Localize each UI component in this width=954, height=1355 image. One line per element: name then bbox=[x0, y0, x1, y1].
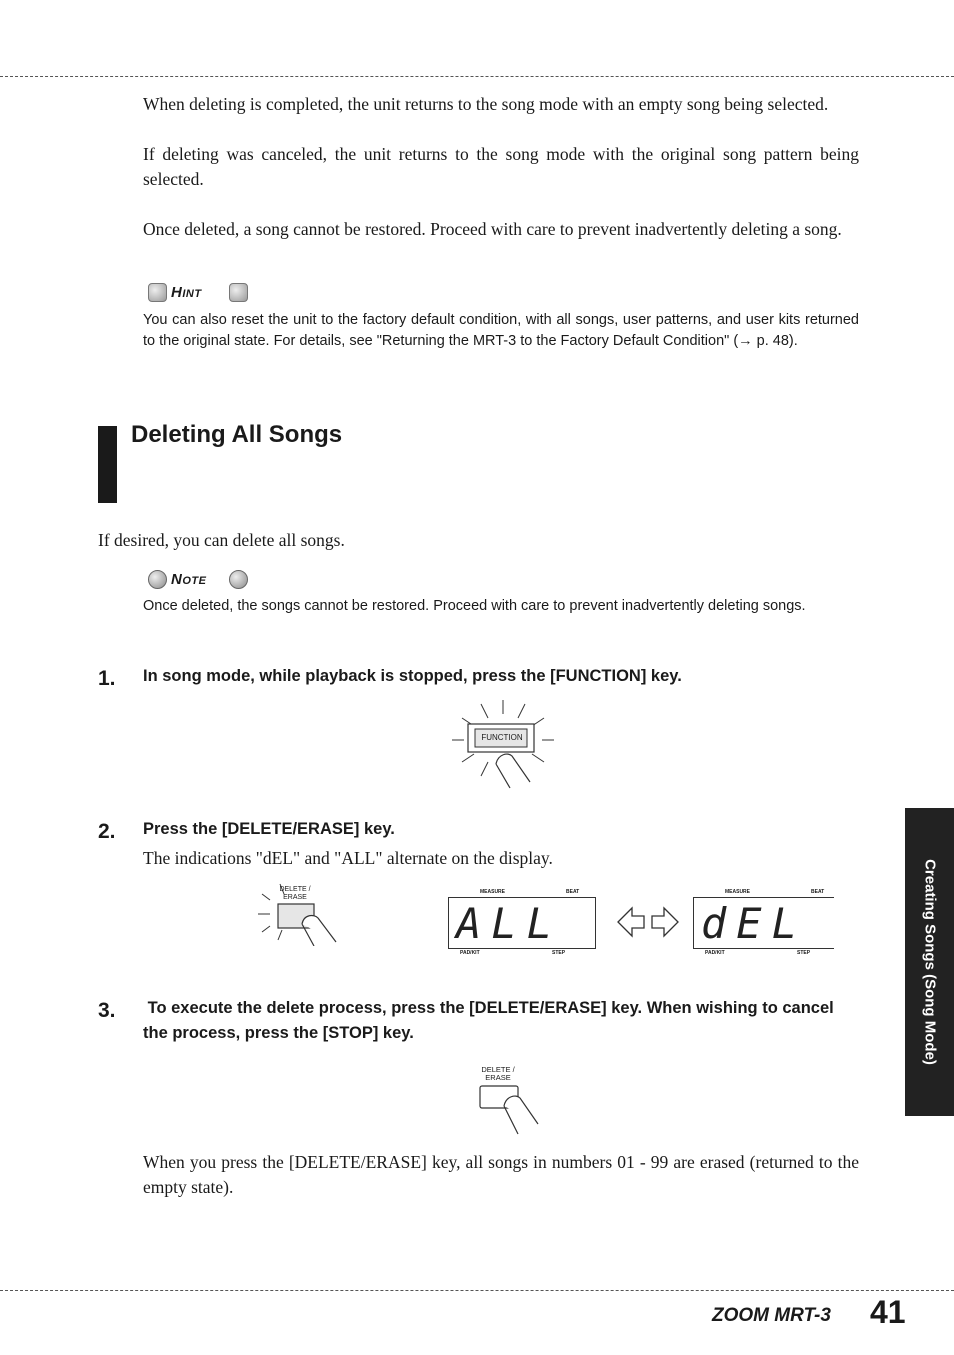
alternate-arrows-icon bbox=[616, 904, 680, 940]
lcd-padkit-label: PAD/KIT bbox=[705, 950, 725, 956]
section-heading-bar bbox=[98, 426, 117, 503]
step-1-number: 1. bbox=[98, 667, 116, 690]
function-key-illustration bbox=[448, 696, 558, 792]
hint-badge bbox=[148, 283, 248, 302]
function-key-label: FUNCTION bbox=[481, 733, 523, 742]
hint-text: You can also reset the unit to the factory default condition, with all songs, user patterns, and user kits returned to the original state. For details, see "Returning the MRT-3 to the Factory Default Condition" (→ p. 48). bbox=[143, 312, 859, 349]
delete-key-label-line-2: ERASE bbox=[485, 1073, 511, 1082]
hint-right-square-icon bbox=[229, 283, 248, 302]
step-3-number: 3. bbox=[98, 999, 116, 1022]
hint-label: Hint bbox=[171, 284, 202, 301]
lcd-text-del: dEL bbox=[701, 899, 807, 948]
top-divider bbox=[0, 76, 954, 77]
step-1-text: In song mode, while playback is stopped, press the [FUNCTION] key. bbox=[143, 667, 682, 685]
lcd-display-all bbox=[448, 889, 596, 957]
intro-paragraph-2: If deleting was canceled, the unit returns to the song mode with the original song pattern being selected. bbox=[143, 144, 859, 189]
delete-key-label-line-1: DELETE / bbox=[481, 1065, 515, 1074]
bottom-divider bbox=[0, 1290, 954, 1291]
outro-paragraph: When you press the [DELETE/ERASE] key, all songs in numbers 01 - 99 are erased (returned to the empty state). bbox=[143, 1152, 859, 1197]
delete-key-label bbox=[476, 1066, 520, 1082]
delete-key-label-line-2: ERASE bbox=[283, 894, 307, 901]
lcd-beat-label: BEAT bbox=[566, 889, 580, 895]
lcd-step-label: STEP bbox=[797, 950, 811, 956]
section-title: Deleting All Songs bbox=[131, 421, 343, 448]
note-text: Once deleted, the songs cannot be restored. Proceed with care to prevent inadvertently deleting songs. bbox=[143, 598, 806, 614]
delete-key-label-line-1: DELETE / bbox=[279, 886, 311, 893]
lcd-measure-label: MEASURE bbox=[725, 889, 751, 895]
step-2-subtext: The indications "dEL" and "ALL" alternate on the display. bbox=[143, 848, 553, 868]
footer-brand: ZOOM MRT-3 bbox=[712, 1305, 831, 1326]
intro-paragraph-3: Once deleted, a song cannot be restored. Proceed with care to prevent inadvertently deleting a song. bbox=[143, 219, 842, 239]
note-label: Note bbox=[171, 571, 207, 588]
note-left-dot-icon bbox=[148, 570, 167, 589]
lcd-beat-label: BEAT bbox=[811, 889, 825, 895]
section-intro: If desired, you can delete all songs. bbox=[98, 530, 345, 550]
lcd-measure-label: MEASURE bbox=[480, 889, 506, 895]
step-2-number: 2. bbox=[98, 820, 116, 843]
page-number: 41 bbox=[870, 1294, 906, 1330]
lcd-step-label: STEP bbox=[552, 950, 566, 956]
note-badge bbox=[148, 570, 248, 589]
delete-key-label-flash bbox=[272, 886, 318, 902]
note-right-dot-icon bbox=[229, 570, 248, 589]
hint-left-square-icon bbox=[148, 283, 167, 302]
lcd-padkit-label: PAD/KIT bbox=[460, 950, 480, 956]
step-2-text: Press the [DELETE/ERASE] key. bbox=[143, 820, 395, 838]
lcd-text-all: ALL bbox=[456, 899, 562, 948]
lcd-display-del bbox=[693, 889, 835, 957]
step-3-text: To execute the delete process, press the [DELETE/ERASE] key. When wishing to cancel the process, press the [STOP] key. bbox=[143, 999, 839, 1042]
intro-paragraph-1: When deleting is completed, the unit returns to the song mode with an empty song being selected. bbox=[143, 94, 829, 114]
chapter-side-tab-label: Creating Songs (Song Mode) bbox=[921, 859, 938, 1065]
chapter-side-tab bbox=[905, 808, 954, 1116]
